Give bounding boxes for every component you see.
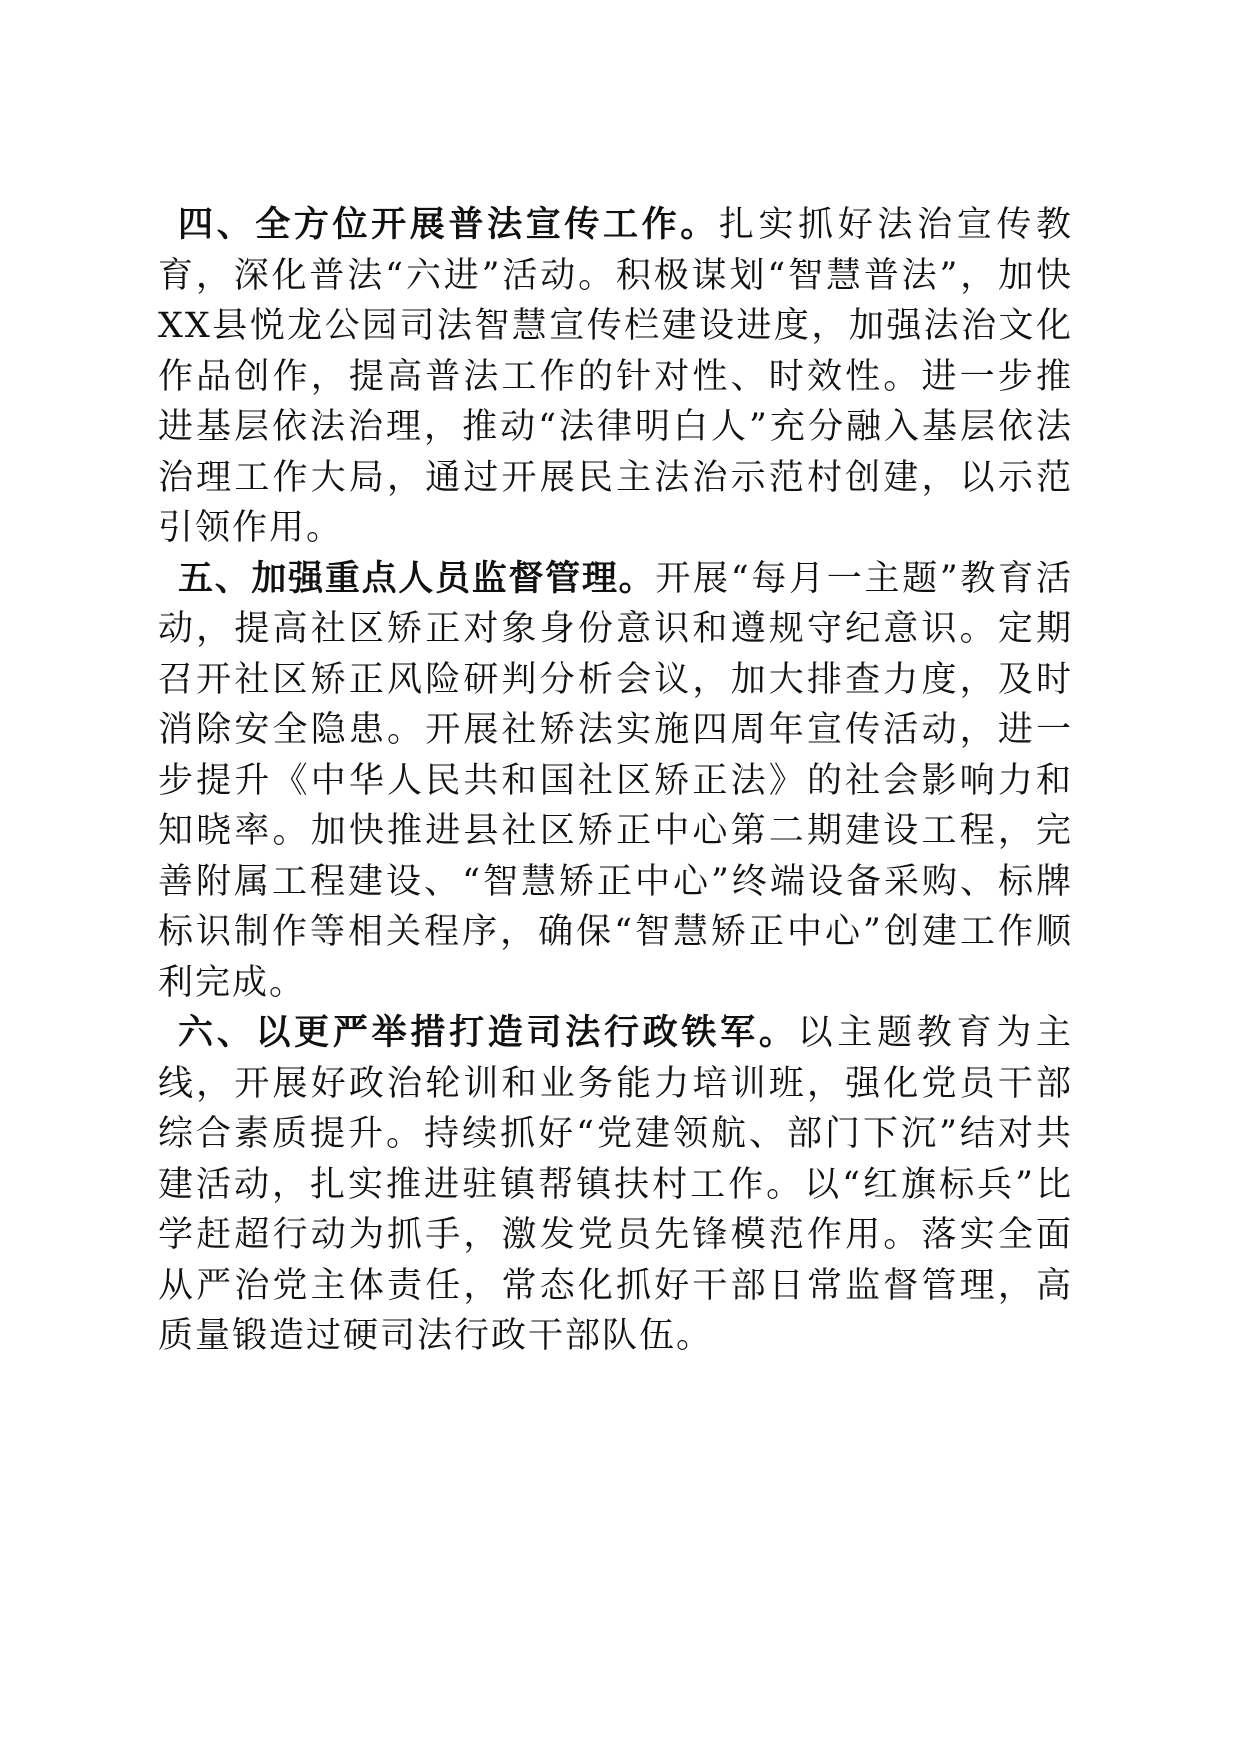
section-5-body: 开展“每月一主题”教育活动，提高社区矫正对象身份意识和遵规守纪意识。定期召开社区矫正风险研判分析会议，加大排查力度，及时消除安全隐患。开展社矫法实施四周年宣传活动，进一步提升《中华人民共和国社区矫正法》的社会影响力和知晓率。加快推进县社区矫正中心第二期建设工程，完善附属工程建设、“智慧矫正中心”终端设备采购、标牌标识制作等相关程序，确保“智慧矫正中心”创建工作顺利完成。 <box>158 558 1073 1003</box>
section-4-heading: 四、全方位开展普法宣传工作。 <box>178 205 719 245</box>
section-5-heading: 五、加强重点人员监督管理。 <box>178 558 656 599</box>
section-6-paragraph <box>158 1008 1073 1362</box>
document-body <box>158 200 1073 1362</box>
section-6-body: 以主题教育为主线，开展好政治轮训和业务能力培训班，强化党员干部综合素质提升。持续抓好“党建领航、部门下沉”结对共建活动，扎实推进驻镇帮镇扶村工作。以“红旗标兵”比学赶超行动为抓手，激发党员先锋模范作用。落实全面从严治党主体责任，常态化抓好干部日常监督管理，高质量锻造过硬司法行政干部队伍。 <box>158 1013 1073 1356</box>
section-6-heading: 六、以更严举措打造司法行政铁军。 <box>178 1013 798 1053</box>
section-4-paragraph <box>158 200 1073 554</box>
section-5-paragraph <box>158 554 1073 1009</box>
section-4-body: 扎实抓好法治宣传教育，深化普法“六进”活动。积极谋划“智慧普法”，加快XX县悦龙公园司法智慧宣传栏建设进度，加强法治文化作品创作，提高普法工作的针对性、时效性。进一步推进基层依法治理，推动“法律明白人”充分融入基层依法治理工作大局，通过开展民主法治示范村创建，以示范引领作用。 <box>158 205 1073 548</box>
